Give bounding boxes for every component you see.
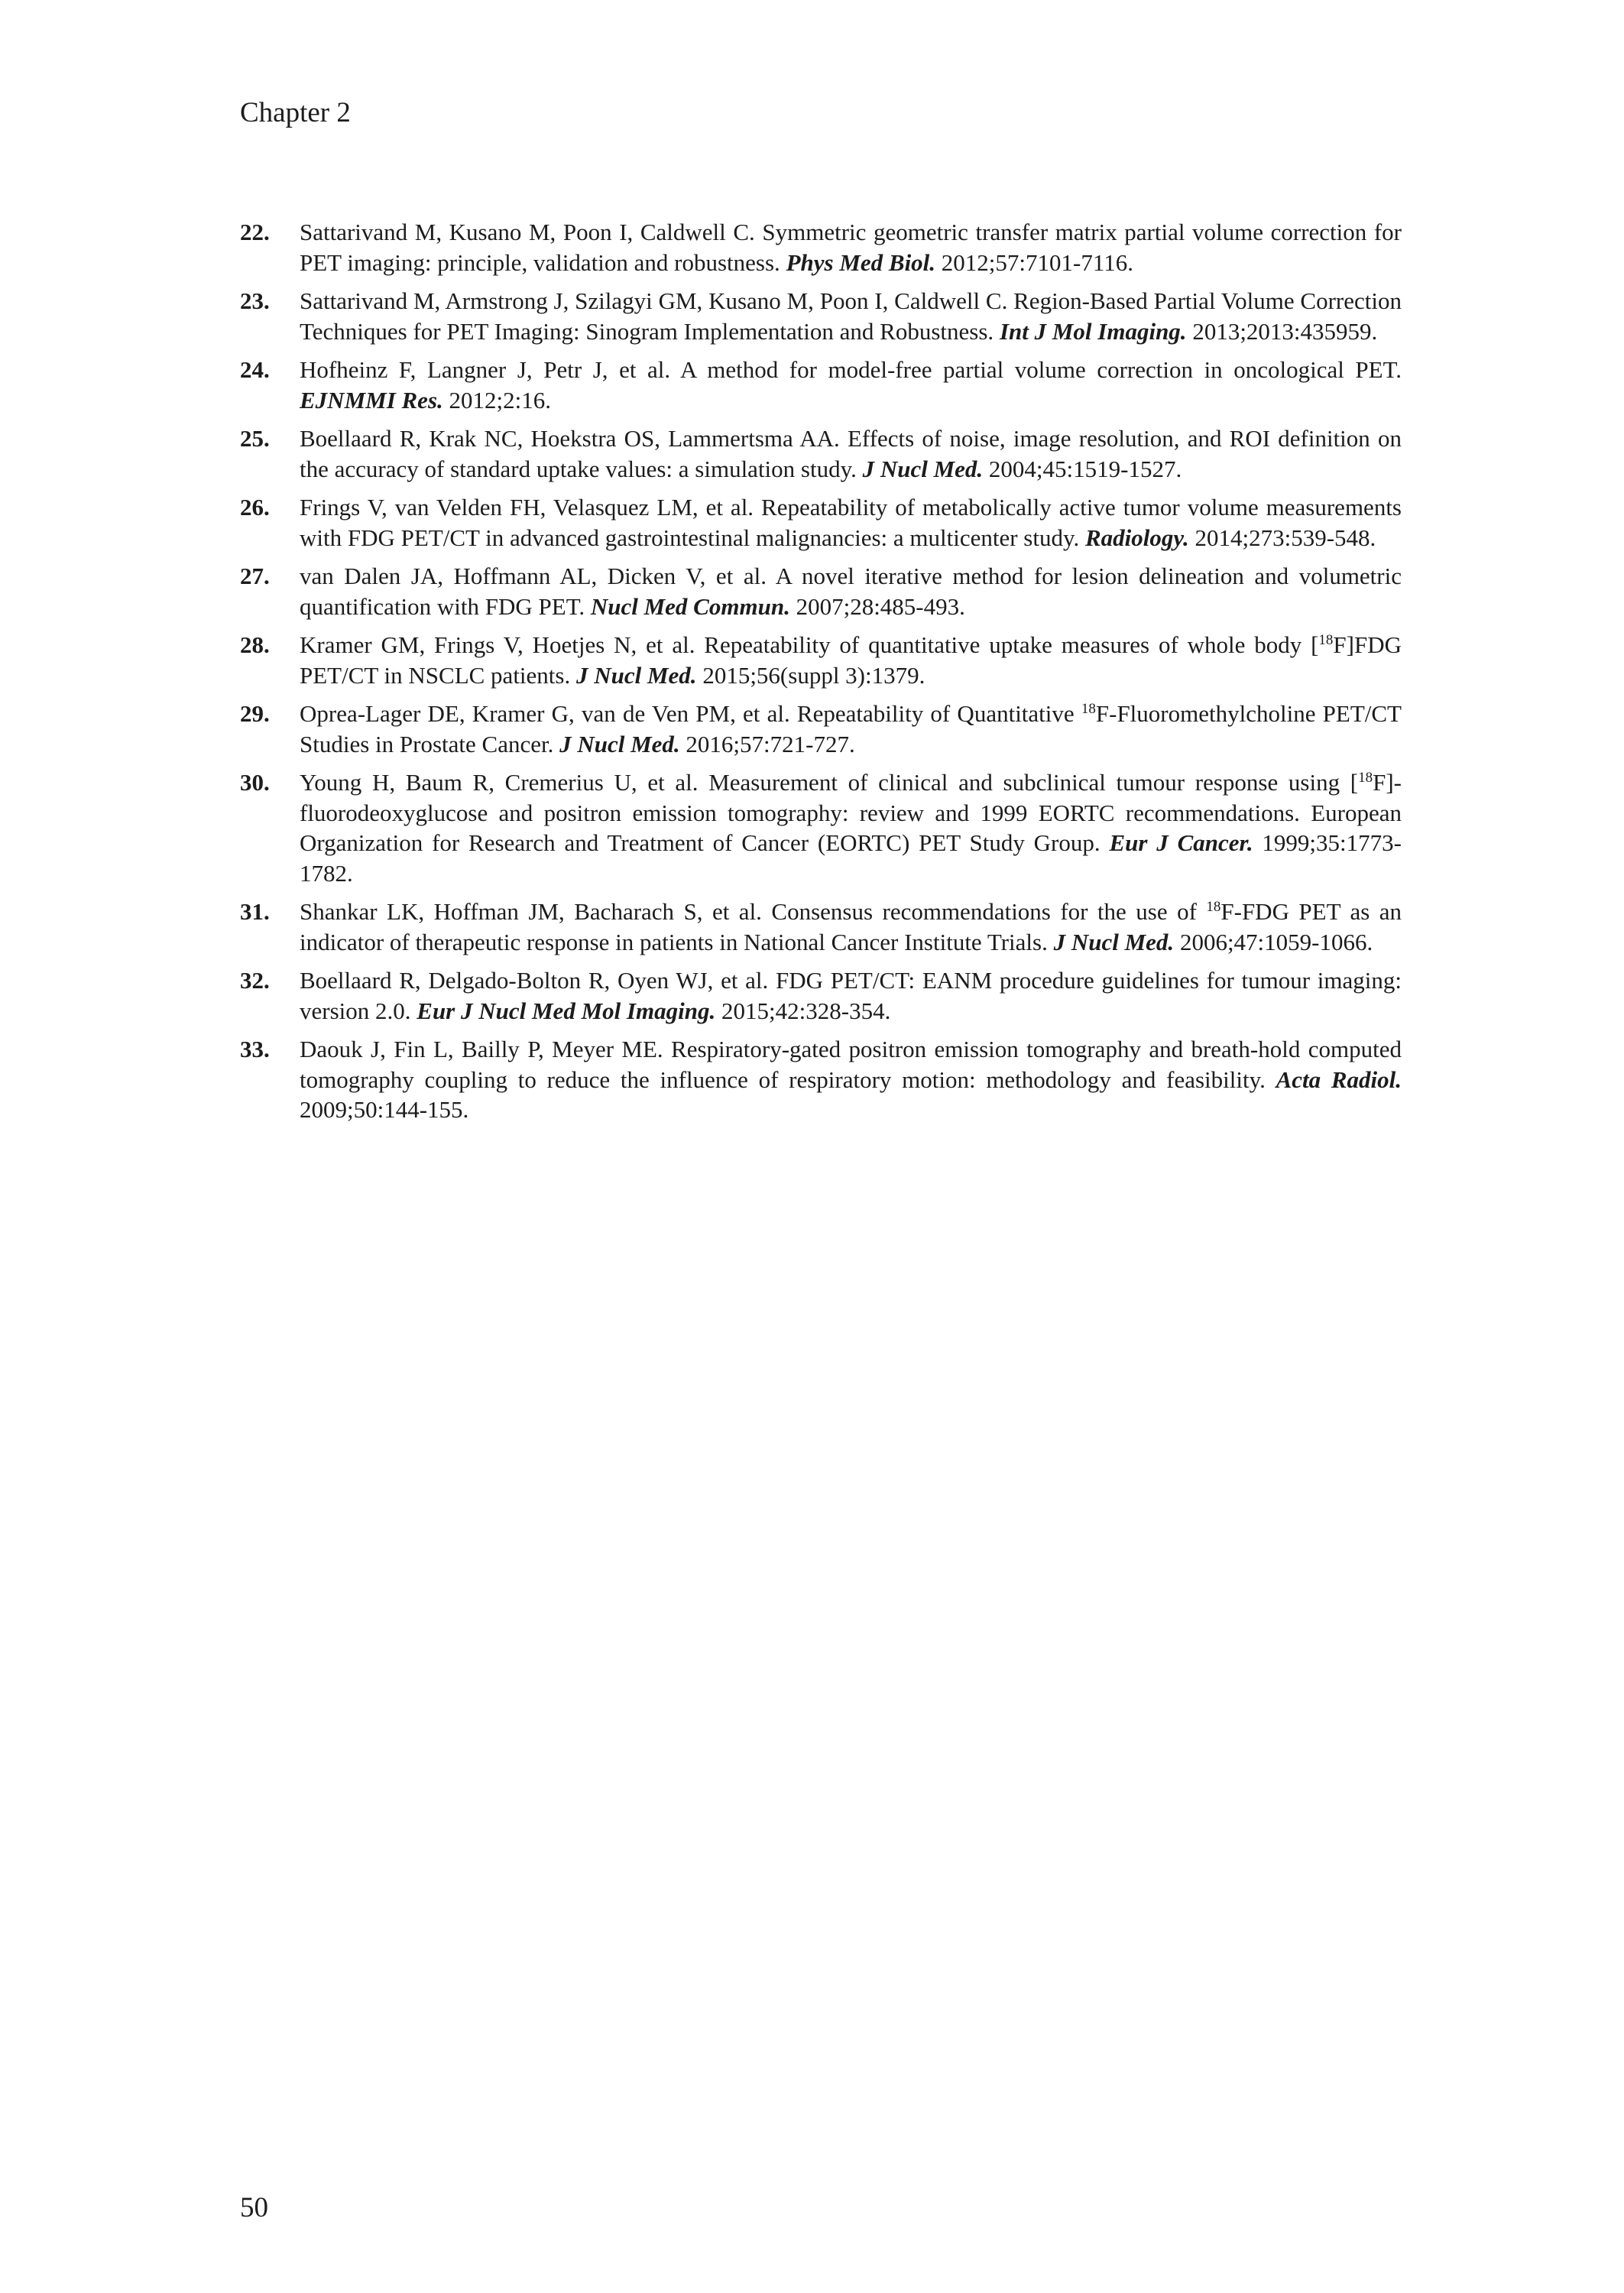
reference-citation: 2015;56(suppl 3):1379.	[696, 661, 925, 689]
reference-list	[240, 217, 1402, 1134]
journal-name: Int J Mol Imaging.	[999, 317, 1187, 345]
reference-item	[240, 492, 1402, 553]
reference-citation: 2007;28:485-493.	[789, 592, 965, 620]
reference-item	[240, 1034, 1402, 1125]
reference-number: 32.	[240, 967, 270, 994]
reference-number: 27.	[240, 563, 270, 589]
reference-item	[240, 423, 1402, 484]
reference-body: Frings V, van Velden FH, Velasquez LM, et al. Repeatability of metabolically active tumor volume measurements with FDG PET/CT in advanced gastrointestinal malignancies: a multicenter study.	[300, 494, 1402, 551]
reference-citation: 2009;50:144-155.	[300, 1096, 469, 1123]
reference-body: Hofheinz F, Langner J, Petr J, et al. A method for model-free partial volume correction in oncological PET.	[300, 356, 1402, 383]
isotope-superscript: 18	[1206, 899, 1221, 915]
reference-body-continued: F-Fluoromethylcholine PET/CT Studies in Prostate Cancer.	[300, 700, 1402, 757]
reference-item	[240, 965, 1402, 1026]
reference-text	[300, 561, 1402, 621]
reference-text	[300, 492, 1402, 553]
reference-citation: 2004;45:1519-1527.	[983, 455, 1182, 482]
reference-number: 25.	[240, 425, 270, 452]
reference-number: 26.	[240, 494, 270, 521]
reference-item	[240, 561, 1402, 621]
reference-citation: 2012;2:16.	[442, 386, 551, 414]
isotope-superscript: 18	[1358, 770, 1373, 786]
reference-body: van Dalen JA, Hoffmann AL, Dicken V, et al. A novel iterative method for lesion delineation and volumetric quantification with FDG PET.	[300, 563, 1402, 620]
journal-name: J Nucl Med.	[1053, 928, 1175, 955]
reference-number: 22.	[240, 219, 270, 245]
journal-name: J Nucl Med.	[559, 730, 680, 757]
reference-text	[300, 355, 1402, 415]
reference-text	[300, 699, 1402, 759]
journal-name: Eur J Cancer.	[1109, 829, 1253, 856]
reference-body: Kramer GM, Frings V, Hoetjes N, et al. Repeatability of quantitative uptake measures of whole body [	[300, 631, 1319, 658]
journal-name: Nucl Med Commun.	[590, 592, 790, 620]
running-head: Chapter 2	[240, 97, 351, 128]
reference-text	[300, 423, 1402, 484]
journal-name: Acta Radiol.	[1276, 1065, 1402, 1093]
reference-citation: 2006;47:1059-1066.	[1174, 928, 1373, 955]
reference-body: Boellaard R, Krak NC, Hoekstra OS, Lammertsma AA. Effects of noise, image resolution, and ROI definition on the accuracy of standard uptake values: a simulation study.	[300, 425, 1402, 482]
reference-citation: 2012;57:7101-7116.	[935, 248, 1133, 276]
reference-item	[240, 630, 1402, 690]
reference-text	[300, 897, 1402, 957]
reference-number: 29.	[240, 700, 270, 727]
reference-text	[300, 286, 1402, 346]
reference-citation: 2013;2013:435959.	[1186, 317, 1378, 345]
reference-text	[300, 767, 1402, 888]
reference-citation: 2016;57:721-727.	[679, 730, 855, 757]
journal-name: Radiology.	[1084, 524, 1189, 551]
reference-number: 24.	[240, 356, 270, 383]
journal-name: Eur J Nucl Med Mol Imaging.	[417, 997, 716, 1024]
reference-body: Young H, Baum R, Cremerius U, et al. Measurement of clinical and subclinical tumour response using [	[300, 769, 1359, 796]
reference-number: 33.	[240, 1036, 270, 1062]
reference-body: Shankar LK, Hoffman JM, Bacharach S, et al. Consensus recommendations for the use of	[300, 898, 1207, 925]
reference-item	[240, 699, 1402, 759]
isotope-superscript: 18	[1318, 632, 1334, 648]
reference-body: Oprea-Lager DE, Kramer G, van de Ven PM, et al. Repeatability of Quantitative	[300, 700, 1081, 727]
reference-body: Boellaard R, Delgado-Bolton R, Oyen WJ, et al. FDG PET/CT: EANM procedure guidelines for tumour imaging: version 2.0.	[300, 967, 1402, 1024]
reference-item	[240, 286, 1402, 346]
reference-number: 28.	[240, 631, 270, 658]
reference-number: 30.	[240, 769, 270, 796]
reference-citation: 2014;273:539-548.	[1188, 524, 1376, 551]
reference-number: 31.	[240, 898, 270, 925]
reference-body: Sattarivand M, Kusano M, Poon I, Caldwell C. Symmetric geometric transfer matrix partial volume correction for PET imaging: principle, validation and robustness.	[300, 219, 1402, 276]
reference-item	[240, 217, 1402, 277]
reference-body: Sattarivand M, Armstrong J, Szilagyi GM, Kusano M, Poon I, Caldwell C. Region-Based Partial Volume Correction Techniques for PET Imaging: Sinogram Implementation and Robustness.	[300, 287, 1402, 345]
reference-item	[240, 897, 1402, 957]
reference-text	[300, 217, 1402, 277]
reference-body-continued: F-FDG PET as an indicator of therapeutic response in patients in National Cancer Institute Trials.	[300, 898, 1402, 955]
reference-citation: 2015;42:328-354.	[715, 997, 891, 1024]
reference-item	[240, 355, 1402, 415]
reference-text	[300, 1034, 1402, 1125]
journal-name: Phys Med Biol.	[786, 248, 936, 276]
reference-text	[300, 965, 1402, 1026]
reference-body: Daouk J, Fin L, Bailly P, Meyer ME. Respiratory-gated positron emission tomography and breath-hold computed tomography coupling to reduce the influence of respiratory motion: methodology and feasibility.	[300, 1036, 1402, 1093]
reference-text	[300, 630, 1402, 690]
reference-citation: 1999;35:1773-1782.	[300, 829, 1402, 887]
journal-name: J Nucl Med.	[862, 455, 984, 482]
reference-item	[240, 767, 1402, 888]
reference-body-continued: F]-fluorodeoxyglucose and positron emission tomography: review and 1999 EORTC recommendations. European Organization for Research and Treatment of Cancer (EORTC) PET Study Group.	[300, 769, 1402, 856]
page-number: 50	[240, 2192, 268, 2223]
journal-name: J Nucl Med.	[575, 661, 697, 689]
journal-name: EJNMMI Res.	[300, 386, 443, 414]
reference-body-continued: F]FDG PET/CT in NSCLC patients.	[300, 631, 1402, 689]
isotope-superscript: 18	[1081, 701, 1096, 717]
reference-number: 23.	[240, 287, 270, 314]
